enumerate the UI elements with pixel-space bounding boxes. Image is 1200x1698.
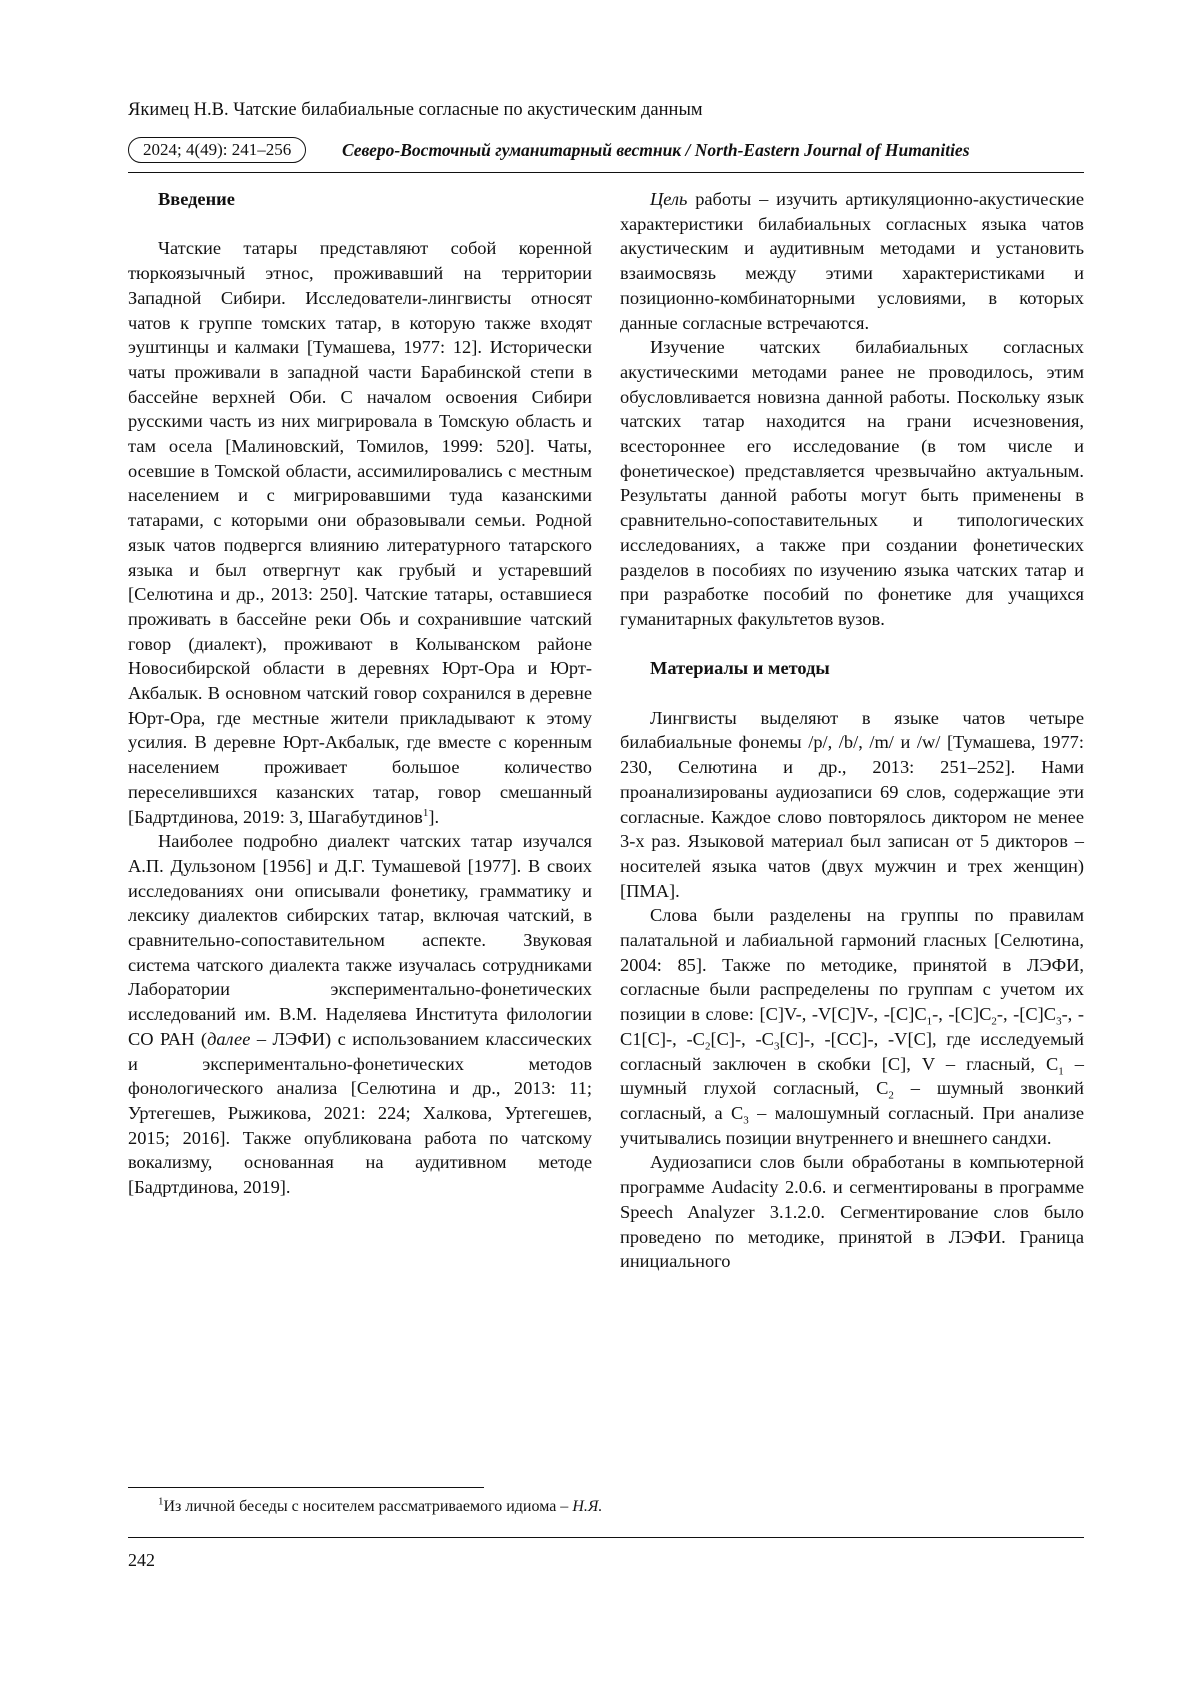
subscript: 2 xyxy=(888,1089,894,1102)
goal-paragraph xyxy=(620,187,1084,335)
intro-paragraph-1 xyxy=(128,236,592,829)
subscript: 3 xyxy=(1056,1015,1062,1028)
groups-paragraph xyxy=(620,903,1084,1150)
groups-text: -, -C1[C]-, -C xyxy=(620,1004,1084,1049)
footnote-ref: 1 xyxy=(422,806,429,819)
goal-text: работы – изучить артикуляционно-акустические характеристики билабиальных согласных языка чатов акустическим и аудитивным методами и установить взаимосвязь между этими характеристиками и позиционно-комбинаторными условиями, в которых данные согласные встречаются. xyxy=(620,189,1084,333)
groups-text: Слова были разделены на группы по правилам палатальной и лабиальной гармоний гласных [Селютина, 2004: 85]. Также по методике, принятой в ЛЭФИ, согласные были распределены по группам с учетом их позиции в слове: [C]V-, -V[C]V-, -[C]C xyxy=(620,905,1084,1025)
left-column xyxy=(128,187,592,1200)
section-gap-top xyxy=(620,632,1084,657)
novelty-paragraph: Изучение чатских билабиальных согласных акустическими методами ранее не проводилось, этим обусловливается новизна данной работы. Поскольку язык чатских татар находится на грани исчезновения, всестороннее его исследование (в том числе и фонетическое) представляется чрезвычайно актуальным. Результаты данной работы могут быть применены в сравнительно-сопоставительных и типологических исследованиях, а также при создании фонетических разделов в пособиях по изучению языка чатских татар и при разработке пособий по фонетике для учащихся гуманитарных факультетов вузов. xyxy=(620,337,1084,629)
subscript: 1 xyxy=(1058,1065,1064,1078)
intro-paragraph-2-text: Наиболее подробно диалект чатских татар изучался А.П. Дульзоном [1956] и Д.Г. Тумашевой [1977]. В своих исследованиях они описывали фонетику, грамматику и лексику диалектов сибирских татар, включая чатский, в сравнительно-сопоставительном аспекте. Звуковая система чатского диалекта также изучалась сотрудниками Лаборатории экспериментально-фонетических исследований им. В.М. Наделяева Института филологии СО РАН ( xyxy=(128,831,592,1049)
groups-text: -, -[C]C xyxy=(996,1004,1057,1025)
header-rule xyxy=(128,172,1084,173)
intro-paragraph-2-tail: – ЛЭФИ) с использованием классических и экспериментально-фонетических методов фонологического анализа [Селютина и др., 2013: 11; Уртегешев, Рыжикова, 2021: 224; Халкова, Уртегешев, 2015; 2016]. Также опубликована работа по чатскому вокализму, основанная на аудитивном методе [Бадртдинова, 2019]. xyxy=(128,1028,592,1198)
section-gap-bottom xyxy=(620,681,1084,706)
heading-gap xyxy=(128,212,592,237)
running-title: Якимец Н.В. Чатские билабиальные согласные по акустическим данным xyxy=(128,100,703,120)
journal-name: Северо-Восточный гуманитарный вестник / North-Eastern Journal of Humanities xyxy=(342,140,970,160)
intro-paragraph-2-italic: далее xyxy=(207,1028,251,1049)
groups-text: – малошумный согласный. При анализе учитывались позиции внутреннего и внешнего сандхи. xyxy=(620,1102,1085,1148)
footnote-rule xyxy=(128,1487,484,1488)
intro-paragraph-1-tail: ]. xyxy=(428,806,440,827)
footer-rule xyxy=(128,1537,1084,1538)
groups-text: [C]-, -C xyxy=(710,1028,774,1049)
processing-paragraph: Аудиозаписи слов были обработаны в компьютерной программе Audacity 2.0.6. и сегментированы в программе Speech Analyzer 3.1.2.0. Сегментирование слов было проведено по методике, принятой в ЛЭФИ. Граница инициального xyxy=(620,1152,1084,1272)
journal-line xyxy=(128,136,1084,164)
subscript: 2 xyxy=(704,1040,711,1053)
intro-paragraph-1-text: Чатские татары представляют собой коренной тюркоязычный этнос, проживавший на территории Западной Сибири. Исследователи-лингвисты относят чатов к группе томских татар, в которую также входят эуштинцы и калмаки [Тумашева, 1977: 12]. Исторически чаты проживали в западной части Барабинской степи в бассейне верхней Оби. С началом освоения Сибири русскими часть из них мигрировала в Томскую область и там осела [Малиновский, Томилов, 1999: 520]. Чаты, осевшие в Томской области, ассимилировались с местным населением и с мигрировавшими туда казанскими татарами, с которыми они образовывали семьи. Родной язык чатов подвергся влиянию литературного татарского языка и был отвергнут как грубый и устаревший [Селютина и др., 2013: 250]. Чатские татары, оставшиеся проживать в бассейне реки Обь и сохранившие чатский говор (диалект), проживают в Колыванском районе Новосибирской области в деревнях Юрт-Ора и Юрт-Акбалык. В основном чатский говор сохранился в деревне Юрт-Ора, где местные жители прикладывают к этому усилия. В деревне Юрт-Акбалык, где вместе с коренным населением проживает большое количество переселившихся казанских татар, говор смешанный [Бадртдинова, 2019: 3, Шагабутдинов xyxy=(128,238,592,827)
groups-text: [C]-, -[CC]-, -V[C], где исследуемый согласный заключен в скобки [C], V – гласный, C xyxy=(620,1028,1084,1074)
subscript: 1 xyxy=(926,1015,933,1028)
subscript: 3 xyxy=(743,1114,749,1127)
footnote-number: 1 xyxy=(158,1495,164,1508)
groups-text: – шумный звонкий согласный, а C xyxy=(620,1078,1084,1123)
subscript: 3 xyxy=(773,1040,780,1053)
footnote xyxy=(158,1496,602,1518)
subscript: 2 xyxy=(991,1015,997,1028)
footnote-author: Н.Я. xyxy=(572,1498,603,1515)
page-number: 242 xyxy=(128,1550,155,1570)
right-column xyxy=(620,187,1084,1274)
phonemes-paragraph: Лингвисты выделяют в языке чатов четыре билабиальные фонемы /p/, /b/, /m/ и /w/ [Тумашева, 1977: 230, Селютина и др., 2013: 251–252]. Нами проанализированы аудиозаписи 69 слов, содержащие эти согласные. Каждое слово повторялось диктором не менее 3-х раз. Языковой материал был записан от 5 дикторов – носителей языка чатов (двух мужчин и трех женщин) [ПМА]. xyxy=(620,707,1084,901)
groups-text: -, -[C]C xyxy=(932,1004,992,1025)
goal-italic: Цель xyxy=(650,189,688,209)
issue-badge: 2024; 4(49): 241–256 xyxy=(128,137,306,163)
groups-text: – шумный глухой согласный, C xyxy=(620,1053,1085,1099)
intro-paragraph-2 xyxy=(128,829,592,1200)
introduction-heading: Введение xyxy=(158,189,235,209)
footnote-text: Из личной беседы с носителем рассматриваемого идиома – xyxy=(163,1498,573,1515)
methods-heading: Материалы и методы xyxy=(650,658,830,679)
